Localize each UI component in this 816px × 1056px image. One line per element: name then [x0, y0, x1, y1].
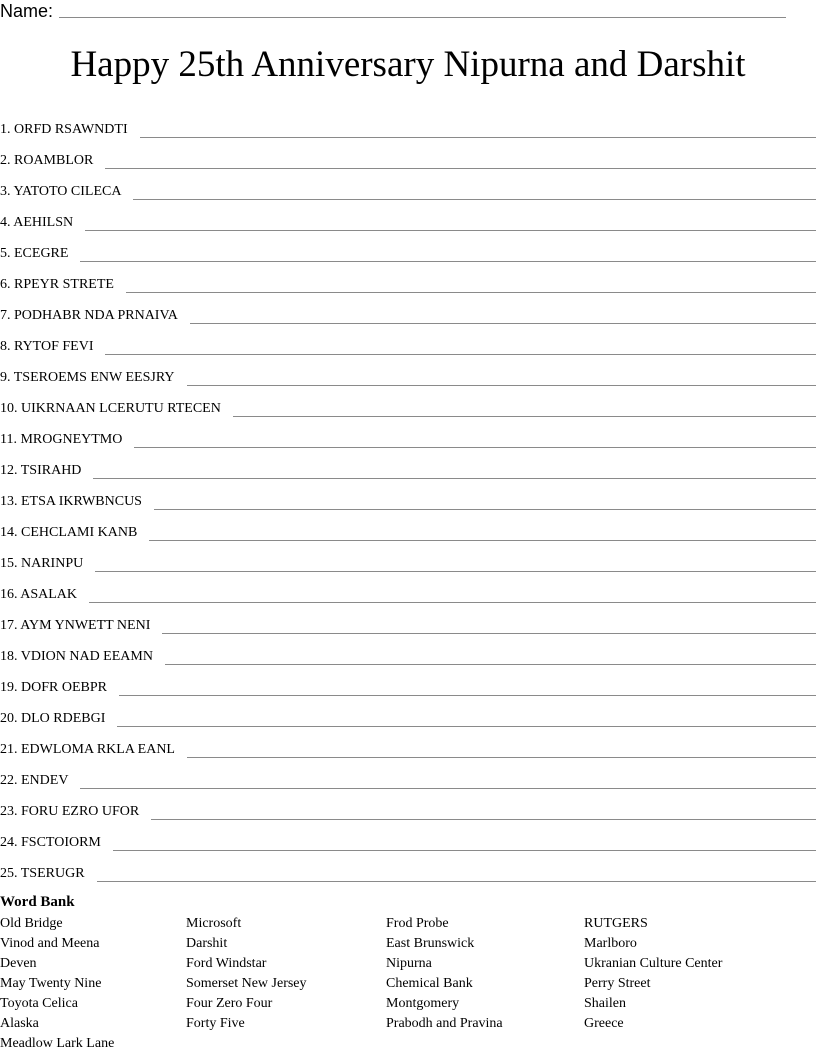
question-row [0, 761, 816, 792]
question-row [0, 513, 816, 544]
question-row [0, 141, 816, 172]
word-bank-item: Old Bridge [0, 916, 63, 931]
scrambled-word: 14. CEHCLAMI KANB [0, 525, 138, 540]
word-bank-item: RUTGERS [584, 916, 648, 931]
scrambled-word: 21. EDWLOMA RKLA EANL [0, 742, 175, 757]
scrambled-word: 4. AEHILSN [0, 215, 74, 230]
word-bank-item: Darshit [186, 936, 228, 951]
scrambled-word: 9. TSEROEMS ENW EESJRY [0, 370, 175, 385]
word-bank-item: Four Zero Four [186, 996, 273, 1011]
question-row [0, 482, 816, 513]
scrambled-word: 22. ENDEV [0, 773, 69, 788]
answer-line[interactable] [190, 323, 816, 324]
scrambled-word: 6. RPEYR STRETE [0, 277, 114, 292]
scrambled-word: 17. AYM YNWETT NENI [0, 618, 151, 633]
scrambled-word: 19. DOFR OEBPR [0, 680, 107, 695]
question-row [0, 823, 816, 854]
scrambled-word: 20. DLO RDEBGI [0, 711, 106, 726]
word-bank-column [0, 914, 114, 1054]
word-bank-item: East Brunswick [386, 936, 475, 951]
page-title: Happy 25th Anniversary Nipurna and Darshit [70, 44, 746, 85]
scrambled-word: 18. VDION NAD EEAMN [0, 649, 153, 664]
question-row [0, 358, 816, 389]
question-list [0, 110, 816, 885]
answer-line[interactable] [119, 695, 816, 696]
answer-line[interactable] [151, 819, 816, 820]
answer-line[interactable] [126, 292, 816, 293]
answer-line[interactable] [80, 788, 816, 789]
question-row [0, 854, 816, 885]
question-row [0, 699, 816, 730]
scrambled-word: 23. FORU EZRO UFOR [0, 804, 140, 819]
answer-line[interactable] [133, 199, 816, 200]
word-bank-item: Greece [584, 1016, 624, 1031]
name-label: Name: [0, 1, 54, 21]
scrambled-word: 3. YATOTO CILECA [0, 184, 122, 199]
answer-line[interactable] [97, 881, 816, 882]
scrambled-word: 5. ECEGRE [0, 246, 69, 261]
word-bank-item: Perry Street [584, 976, 651, 991]
question-row [0, 451, 816, 482]
answer-line[interactable] [187, 385, 816, 386]
answer-line[interactable] [233, 416, 816, 417]
word-bank-item: Shailen [584, 996, 626, 1011]
word-bank-item: Nipurna [386, 956, 432, 971]
scrambled-word: 16. ASALAK [0, 587, 78, 602]
question-row [0, 234, 816, 265]
word-bank-title: Word Bank [0, 894, 75, 910]
scrambled-word: 12. TSIRAHD [0, 463, 82, 478]
answer-line[interactable] [80, 261, 816, 262]
answer-line[interactable] [154, 509, 816, 510]
question-row [0, 296, 816, 327]
answer-line[interactable] [117, 726, 816, 727]
word-bank-item: Toyota Celica [0, 996, 78, 1011]
word-bank-column [584, 914, 722, 1034]
question-row [0, 575, 816, 606]
word-bank-item: Meadlow Lark Lane [0, 1036, 115, 1051]
word-bank-item: May Twenty Nine [0, 976, 102, 991]
answer-line[interactable] [85, 230, 816, 231]
question-row [0, 637, 816, 668]
word-bank-item: Somerset New Jersey [186, 976, 307, 991]
question-row [0, 265, 816, 296]
answer-line[interactable] [105, 354, 816, 355]
scrambled-word: 24. FSCTOIORM [0, 835, 101, 850]
word-bank-item: Montgomery [386, 996, 460, 1011]
question-row [0, 203, 816, 234]
word-bank-item: Marlboro [584, 936, 637, 951]
word-bank-item: Chemical Bank [386, 976, 473, 991]
scrambled-word: 1. ORFD RSAWNDTI [0, 122, 128, 137]
word-bank-column [186, 914, 307, 1034]
answer-line[interactable] [134, 447, 816, 448]
question-row [0, 110, 816, 141]
word-bank-item: Alaska [0, 1016, 39, 1031]
question-row [0, 668, 816, 699]
answer-line[interactable] [93, 478, 816, 479]
scrambled-word: 2. ROAMBLOR [0, 153, 94, 168]
scrambled-word: 25. TSERUGR [0, 866, 85, 881]
question-row [0, 389, 816, 420]
word-bank-item: Ford Windstar [186, 956, 267, 971]
answer-line[interactable] [149, 540, 816, 541]
scrambled-word: 8. RYTOF FEVI [0, 339, 94, 354]
word-bank-item: Forty Five [186, 1016, 245, 1031]
answer-line[interactable] [165, 664, 816, 665]
scrambled-word: 15. NARINPU [0, 556, 84, 571]
question-row [0, 420, 816, 451]
word-bank-column [386, 914, 503, 1034]
word-bank-item: Deven [0, 956, 37, 971]
answer-line[interactable] [95, 571, 816, 572]
name-answer-line[interactable] [59, 16, 786, 18]
question-row [0, 792, 816, 823]
word-bank-item: Frod Probe [386, 916, 449, 931]
question-row [0, 730, 816, 761]
scrambled-word: 13. ETSA IKRWBNCUS [0, 494, 142, 509]
question-row [0, 606, 816, 637]
scrambled-word: 10. UIKRNAAN LCERUTU RTECEN [0, 401, 221, 416]
answer-line[interactable] [187, 757, 816, 758]
word-bank-item: Ukranian Culture Center [584, 956, 723, 971]
scrambled-word: 7. PODHABR NDA PRNAIVA [0, 308, 178, 323]
question-row [0, 172, 816, 203]
word-bank-item: Microsoft [186, 916, 242, 931]
answer-line[interactable] [140, 137, 816, 138]
scrambled-word: 11. MROGNEYTMO [0, 432, 123, 447]
answer-line[interactable] [113, 850, 816, 851]
answer-line[interactable] [89, 602, 816, 603]
question-row [0, 544, 816, 575]
answer-line[interactable] [105, 168, 816, 169]
question-row [0, 327, 816, 358]
word-bank-item: Vinod and Meena [0, 936, 100, 951]
answer-line[interactable] [162, 633, 816, 634]
name-field-row [0, 0, 790, 22]
word-bank-item: Prabodh and Pravina [386, 1016, 503, 1031]
